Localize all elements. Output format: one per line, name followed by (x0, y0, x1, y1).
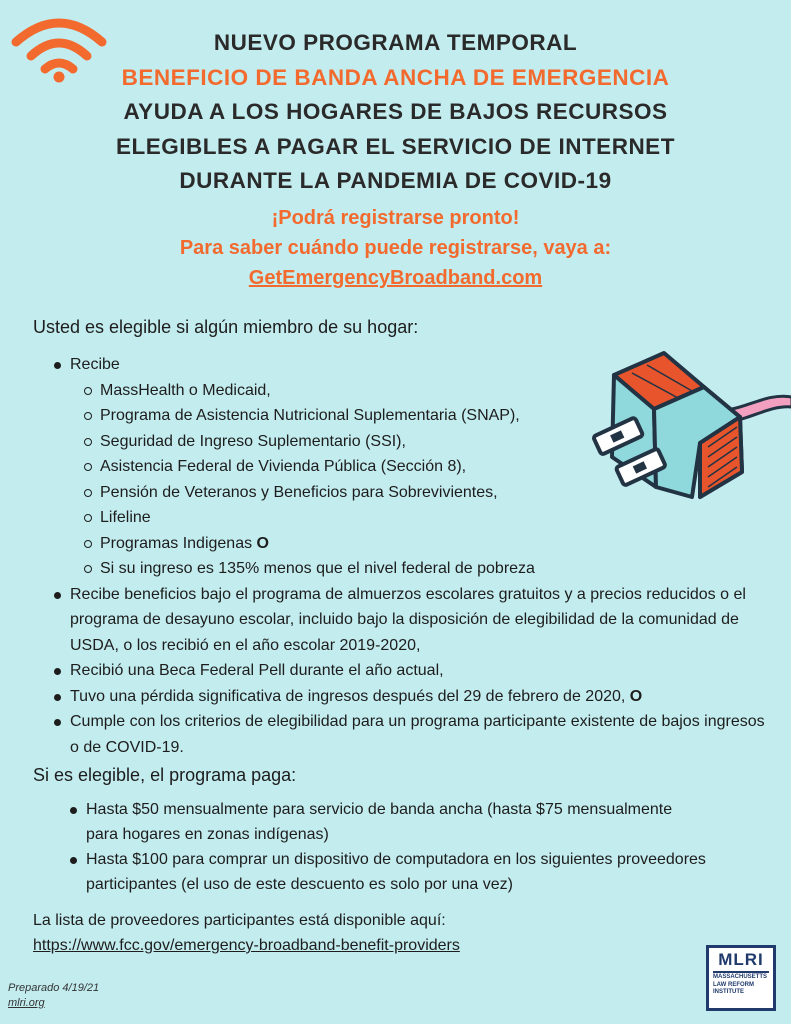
list-item (52, 684, 772, 710)
or-word: O (629, 687, 643, 705)
income-loss-text: Tuvo una pérdida significativa de ingresos después del 29 de febrero de 2020, (70, 687, 630, 705)
providers-text: La lista de proveedores participantes está disponible aquí: (33, 912, 446, 929)
register-soon-text: ¡Podrá registrarse pronto! (271, 207, 520, 229)
header-line-3: AYUDA A LOS HOGARES DE BAJOS RECURSOS (123, 99, 668, 124)
sub-list-item: Si su ingreso es 135% menos que el nivel federal de pobreza (52, 556, 772, 582)
sub-list-item: Lifeline (52, 505, 772, 531)
eligibility-list (52, 352, 772, 760)
sub-list-item: Pensión de Veteranos y Beneficios para Sobrevivientes, (52, 480, 772, 506)
mlri-site-link[interactable]: mlri.org (8, 997, 45, 1009)
logo-subtitle (713, 974, 767, 997)
header-line-1: NUEVO PROGRAMA TEMPORAL (213, 30, 578, 55)
list-item: Cumple con los criterios de elegibilidad para un programa participante existente de bajos ingresos o de COVID-19. (52, 709, 772, 760)
sub-list-item: Seguridad de Ingreso Suplementario (SSI), (52, 429, 772, 455)
or-word: O (256, 534, 269, 552)
sub-list-item: Programa de Asistencia Nutricional Suplementaria (SNAP), (52, 403, 772, 429)
receives-label: Recibe (70, 356, 120, 373)
register-info-text: Para saber cuándo puede registrarse, vaya a: (179, 237, 612, 259)
header (0, 26, 791, 199)
eligibility-intro: Usted es elegible si algún miembro de su hogar: (33, 317, 419, 337)
logo-divider (713, 971, 769, 973)
list-item: Recibió una Beca Federal Pell durante el año actual, (52, 658, 772, 684)
list-item (52, 352, 772, 378)
benefits-list (68, 797, 708, 897)
sub-list-item (52, 531, 772, 557)
prepared-date: Preparado 4/19/21 (8, 982, 100, 994)
logo-title: MLRI (718, 950, 764, 969)
header-line-4: ELEGIBLES A PAGAR EL SERVICIO DE INTERNET (116, 133, 675, 159)
list-item: Hasta $100 para comprar un dispositivo de computadora en los siguientes proveedores participantes (el uso de este descuento es solo por una vez) (68, 847, 708, 897)
register-call-to-action (0, 203, 791, 293)
logo-line-2: LAW REFORM (713, 981, 754, 988)
sub-list-item: MassHealth o Medicaid, (52, 378, 772, 404)
list-item: Hasta $50 mensualmente para servicio de banda ancha (hasta $75 mensualmente para hogares en zonas indígenas) (68, 797, 708, 847)
providers-link[interactable]: https://www.fcc.gov/emergency-broadband-benefit-providers (33, 937, 460, 954)
get-emergency-broadband-link[interactable]: GetEmergencyBroadband.com (248, 267, 543, 289)
list-item: Recibe beneficios bajo el programa de almuerzos escolares gratuitos y a precios reducidos o el programa de desayuno escolar, incluido bajo la disposición de elegibilidad de la comunidad de USDA, o los recibió en el año escolar 2019-2020, (52, 582, 772, 659)
footer-note (8, 981, 99, 1011)
header-line-5: DURANTE LA PANDEMIA DE COVID-19 (179, 168, 612, 193)
mlri-logo (706, 945, 776, 1011)
providers-section (33, 908, 460, 958)
sub-list-item: Asistencia Federal de Vivienda Pública (Sección 8), (52, 454, 772, 480)
logo-line-3: INSTITUTE (713, 989, 744, 995)
logo-line-1: MASSACHUSETTS (713, 974, 768, 980)
indigenous-programs-text: Programas Indigenas (100, 534, 257, 552)
benefits-intro: Si es elegible, el programa paga: (33, 765, 297, 785)
header-line-2: BENEFICIO DE BANDA ANCHA DE EMERGENCIA (121, 64, 670, 90)
